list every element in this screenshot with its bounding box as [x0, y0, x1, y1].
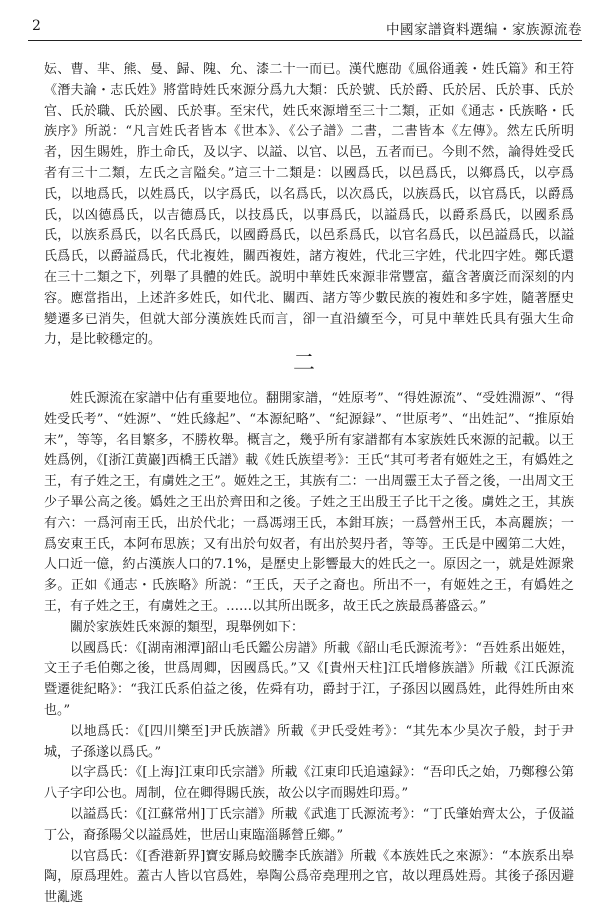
page-number: 2	[32, 18, 41, 34]
paragraph-by-place: 以地爲氏：《[四川樂至]尹氏族譜》所載《尹氏受姓考》：“其先本少昊次子般，封于尹城，子孫遂以爲氏。”	[44, 723, 574, 760]
paragraph-by-office: 以官爲氏：《[香港新界]寶安縣烏蛟騰李氏族譜》所載《本族姓氏之來源》：“本族系出皋陶，原爲理姓。蓋古人皆以官爲姓，皋陶公爲帝堯理刑之官，故以理爲姓焉。其後子孫因避世亂逃	[44, 848, 574, 906]
section-one-paragraph: 妘、曹、芈、熊、曼、歸、隗、允、漆二十一而已。漢代應劭《風俗通義・姓氏篇》和王符《潛夫論・志氏姓》將當時姓氏來源分爲九大類：氏於號、氏於爵、氏於居、氏於事、氏於官、氏於職、氏於國、氏於事。至宋代，姓氏來源增至三十二類，正如《通志・氏族略・氏族序》所説：“凡言姓氏者皆本《世本》、《公子譜》二書，二書皆本《左傳》。然左氏所明者，因生賜姓，胙土命氏，及以字、以謚、以官、以邑，五者而已。今則不然，論得姓受氏者有三十二類，左氏之言隘矣。”這三十二類是：以國爲氏，以邑爲氏，以鄉爲氏，以亭爲氏，以地爲氏，以姓爲氏，以字爲氏，以名爲氏，以次爲氏，以族爲氏，以官爲氏，以爵爲氏，以凶德爲氏，以吉德爲氏，以技爲氏，以事爲氏，以謚爲氏，以爵系爲氏，以國系爲氏，以族系爲氏，以名氏爲氏，以國爵爲氏，以邑系爲氏，以官名爲氏，以邑謚爲氏，以謚氏爲氏，以爵謚爲氏，代北複姓，關西複姓，諸方複姓，代北三字姓，代北四字姓。鄭氏還在三十二類之下，列舉了具體的姓氏。説明中華姓氏來源非常豐富，藴含著廣泛而深刻的内容。應當指出，上述許多姓氏，如代北、關西、諸方等少數民族的複姓和多字姓，隨著歷史變遷多已消失，但就大部分漢族姓氏而言，卻一直沿續至今，可見中華姓氏具有强大生命力，是比較穩定的。	[44, 62, 574, 348]
section-heading: 二	[292, 351, 317, 376]
paragraph-types-lead: 關於家族姓氏來源的類型，現舉例如下：	[70, 619, 305, 635]
section-one	[44, 60, 574, 351]
paragraph-by-courtesy-name: 以字爲氏：《[上海]江東印氏宗譜》所載《江東印氏追遠録》：“吾印氏之始，乃鄭穆公第八子字印公也。周制，位在卿得賜氏族，故公以字而賜姓印焉。”	[44, 765, 574, 802]
section-two	[44, 389, 574, 909]
paragraph-by-posthumous-title: 以謚爲氏：《[江蘇常州]丁氏宗譜》所載《武進丁氏源流考》：“丁氏肇始齊太公，子伋謚丁公，裔孫陽父以謚爲姓，世居山東臨淄縣營丘鄉。”	[44, 806, 574, 843]
running-head: 中國家譜資料選编・家族源流卷	[386, 22, 582, 38]
paragraph-by-state: 以國爲氏：《[湖南湘潭]韶山毛氏鑑公房譜》所載《韶山毛氏源流考》：“吾姓系出姬姓，文王子毛伯鄭之後，世爲周卿，因國爲氏。”又《[貴州天柱]江氏增修族譜》所載《江氏源流暨遷徙紀略》：“我江氏系伯益之後，佐舜有功，爵封于江，子孫因以國爲姓，此得姓所由來也。”	[44, 640, 574, 718]
page-header	[28, 14, 582, 41]
paragraph-intro: 姓氏源流在家譜中佔有重要地位。翻開家譜，“姓原考”、“得姓源流”、“受姓淵源”、“得姓受氏考”、“姓源”、“姓氏緣起”、“本源紀略”、“紀源録”、“世原考”、“出姓記”、“推原始末”，等等，名目繁多，不勝枚舉。概言之，幾乎所有家譜都有本家族姓氏來源的記載。以王姓爲例，《[浙江黄巖]西橋王氏譜》載《姓氏族望考》：王氏“其可考者有姬姓之王，有嬀姓之王，有子姓之王，有虜姓之王”。姬姓之王，其族有二：一出周靈王太子晉之後，一出周文王少子畢公高之後。嬀姓之王出於齊田和之後。子姓之王出殷王子比干之後。虜姓之王，其族有六：一爲河南王氏，出於代北；一爲馮翊王氏，本鉗耳族；一爲營州王氏，本高麗族；一爲安東王氏，本阿布思族；又有出於句奴者，有出於契丹者，等等。王氏是中國第二大姓，人口近一億，約占漢族人口的7.1%，是歷史上影響最大的姓氏之一。原因之一，就是姓源衆多。正如《通志・氏族略》所説：“王氏，天子之裔也。所出不一，有姬姓之王，有嬀姓之王，有子姓之王，有虜姓之王。……以其所出既多，故王氏之族最爲蕃盛云。”	[44, 391, 574, 614]
